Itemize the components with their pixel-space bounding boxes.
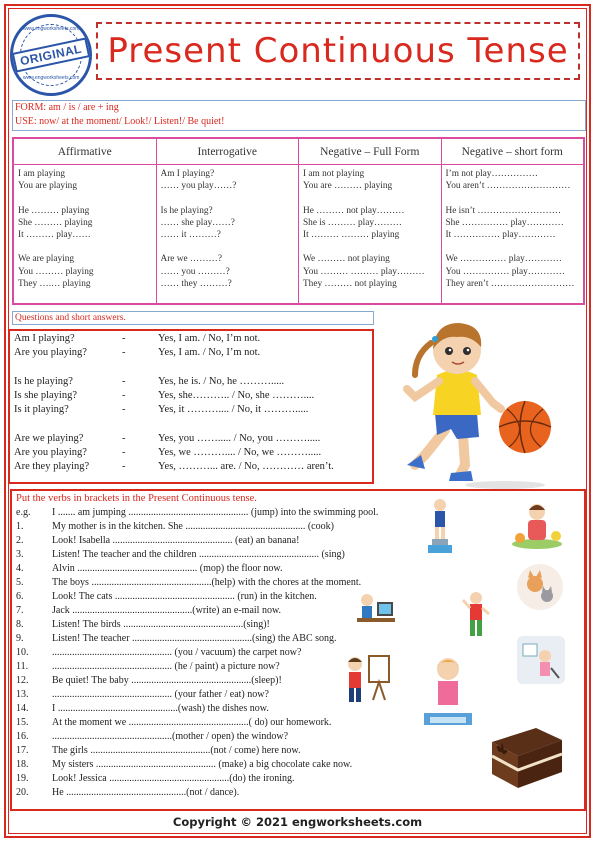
question-text: Is he playing?	[14, 376, 73, 387]
conj-line: It …………… play…………	[445, 229, 556, 240]
question-answer: Yes, he is. / No, he ……….....	[158, 376, 285, 387]
question-dash: -	[122, 461, 126, 472]
boy-painting-illustration	[343, 652, 391, 706]
question-text: Are you playing?	[14, 447, 87, 458]
exercise-sentence: The girls ................................................(not / come) here now.	[52, 745, 301, 756]
exercise-sentence: At the moment we ................................................( do) our homework.	[52, 717, 332, 728]
conj-line: …… you ………?	[160, 266, 230, 277]
cats-running-illustration	[515, 562, 565, 612]
conj-line: You aren’t ………………………	[445, 181, 571, 192]
exercise-number: 17.	[16, 745, 29, 756]
exercise-number: 14.	[16, 703, 29, 714]
exercise-number: e.g.	[16, 507, 31, 518]
conj-line	[446, 241, 580, 253]
question-answer: Yes, you ……..... / No, you ……….....	[158, 433, 321, 444]
exercise-sentence: My mother is in the kitchen. She ................................................ (cook)	[52, 521, 334, 532]
conj-line: They ….… playing	[18, 278, 91, 289]
exercise-sentence: The boys ................................................(help) with the chores at the moment.	[52, 577, 362, 588]
conj-line: I am not playing	[303, 169, 365, 179]
questions-heading: Questions and short answers.	[15, 313, 126, 323]
question-text: Is it playing?	[14, 404, 69, 415]
cooking-mother-illustration	[510, 500, 565, 550]
question-text: Is she playing?	[14, 390, 77, 401]
exercise-number: 9.	[16, 633, 24, 644]
use-line: USE: now/ at the moment/ Look!/ Listen!/ Be quiet!	[15, 116, 225, 127]
conj-col-negative-short	[442, 139, 584, 303]
exercise-sentence: Look! Jessica ................................................(do) the ironing.	[52, 773, 295, 784]
conj-body	[14, 165, 156, 293]
conj-line: He ……… not play………	[303, 205, 405, 216]
question-dash: -	[122, 390, 126, 401]
exercise-sentence: Listen! The birds ................................................(sing)!	[52, 619, 270, 630]
exercise-number: 16.	[16, 731, 29, 742]
conj-line: You ……… ……… play………	[303, 266, 425, 277]
copyright-footer: Copyright © 2021 engworksheets.com	[172, 815, 423, 829]
conj-line: …… they ………?	[160, 278, 232, 289]
exercise-sentence: ................................................ (your father / eat) now?	[52, 689, 269, 700]
conj-line	[161, 241, 295, 253]
conj-line: They aren’t ………………………	[445, 278, 575, 289]
title-box	[96, 22, 580, 80]
question-answer: Yes, we ……….... / No, we ……….....	[158, 447, 322, 458]
question-dash: -	[122, 404, 126, 415]
conj-line	[18, 192, 152, 204]
original-stamp-logo	[10, 14, 92, 96]
question-text: Am I playing?	[14, 333, 75, 344]
conj-line	[303, 192, 437, 204]
exercise-number: 12.	[16, 675, 29, 686]
exercise-heading: Put the verbs in brackets in the Present Continuous tense.	[16, 493, 257, 504]
exercise-number: 6.	[16, 591, 24, 602]
exercise-sentence: Listen! The teacher ................................................(sing) the ABC song.	[52, 633, 337, 644]
chocolate-cake-illustration	[486, 722, 566, 792]
conj-line	[303, 241, 437, 253]
question-answer: Yes, I am. / No, I’m not.	[158, 347, 261, 358]
exercise-number: 7.	[16, 605, 24, 616]
conj-line	[446, 192, 580, 204]
conj-col-interrogative	[157, 139, 300, 303]
form-use-box	[12, 100, 586, 131]
exercise-sentence: I ................................................(wash) the dishes now.	[52, 703, 269, 714]
exercise-sentence: I ....... am jumping ................................................ (jump) into the swimming pool.	[52, 507, 379, 518]
conj-header: Interrogative	[157, 139, 299, 165]
exercise-number: 20.	[16, 787, 29, 798]
conj-line: Is he playing?	[160, 205, 213, 216]
conj-header: Negative – Full Form	[299, 139, 441, 165]
exercise-sentence: Look! The cats ................................................ (run) in the kitchen.	[52, 591, 317, 602]
question-dash: -	[122, 347, 126, 358]
stamp-ring-text-bottom: www.engworksheets.com	[23, 75, 80, 81]
page-title: Present Continuous Tense	[107, 31, 569, 71]
exercise-sentence: ................................................(mother / open) the window?	[52, 731, 289, 742]
girl-basketball-illustration	[385, 305, 585, 490]
exercise-sentence: ................................................ (you / vacuum) the carpet now?	[52, 647, 302, 658]
conj-line: We ……… not playing	[303, 254, 390, 265]
exercise-sentence: He ................................................(not / dance).	[52, 787, 240, 798]
conj-line: It ……… play……	[18, 229, 91, 240]
question-dash: -	[122, 333, 126, 344]
question-text: Are we playing?	[14, 433, 84, 444]
question-answer: Yes, ………... are. / No, ………… aren’t.	[158, 461, 334, 472]
conj-line	[18, 241, 152, 253]
exercise-number: 3.	[16, 549, 24, 560]
exercise-number: 13.	[16, 689, 29, 700]
exercise-number: 2.	[16, 535, 24, 546]
boy-computer-illustration	[355, 588, 397, 628]
conj-line: It ……… ……… playing	[303, 229, 400, 240]
exercise-number: 18.	[16, 759, 29, 770]
conj-body	[442, 165, 584, 293]
conj-body	[299, 165, 441, 293]
vacuum-illustration	[515, 634, 567, 686]
conj-line: She …………… play…………	[445, 217, 564, 228]
exercise-sentence: ................................................ (he / paint) a picture now?	[52, 661, 280, 672]
conj-line: Am I playing?	[160, 169, 215, 179]
boy-waving-illustration	[460, 590, 492, 640]
exercise-number: 10.	[16, 647, 29, 658]
conj-line: You ……… playing	[18, 266, 94, 277]
exercise-number: 4.	[16, 563, 24, 574]
conj-col-affirmative	[14, 139, 157, 303]
conj-line: …… it ………?	[160, 229, 221, 240]
exercise-number: 15.	[16, 717, 29, 728]
conj-line: He ……… playing	[18, 205, 90, 216]
exercise-number: 5.	[16, 577, 24, 588]
conj-line: You are playing	[18, 181, 77, 192]
girl-washing-dishes-illustration	[420, 655, 476, 737]
conj-line: Are we ………?	[160, 254, 222, 265]
exercise-sentence: Look! Isabella ................................................ (eat) an banana!	[52, 535, 300, 546]
question-answer: Yes, it ……….... / No, it ……….....	[158, 404, 309, 415]
stamp-label: ORIGINAL	[12, 37, 90, 72]
exercise-sentence: Jack ................................................(write) an e-mail now.	[52, 605, 282, 616]
conj-line: He isn’t ………………………	[445, 205, 562, 216]
conj-line: We are playing	[18, 254, 75, 265]
conj-line: …… she play……?	[160, 217, 235, 228]
exercise-sentence: Be quiet! The baby ................................................(sleep)!	[52, 675, 282, 686]
question-dash: -	[122, 376, 126, 387]
stamp-ring-text-top: www.engworksheets.com	[23, 26, 80, 32]
question-text: Are they playing?	[14, 461, 90, 472]
conj-col-negative-full	[299, 139, 442, 303]
questions-box	[8, 329, 374, 484]
conj-line: She is ……… play………	[303, 217, 402, 228]
exercise-number: 11.	[16, 661, 29, 672]
exercise-number: 1.	[16, 521, 24, 532]
conjugation-table	[12, 137, 585, 305]
conj-line: I’m not play……………	[445, 169, 538, 179]
question-dash: -	[122, 433, 126, 444]
conj-line: I am playing	[18, 169, 65, 179]
conj-line: You …………… play…………	[445, 266, 565, 277]
conj-line: She ……… playing	[18, 217, 93, 228]
conj-line: We …………… play…………	[445, 254, 562, 265]
exercise-sentence: My sisters ................................................ (make) a big chocolate cake now.	[52, 759, 353, 770]
questions-heading-box	[12, 311, 374, 325]
conj-line	[161, 192, 295, 204]
conj-line: …… you play……?	[160, 181, 237, 192]
question-answer: Yes, I am. / No, I’m not.	[158, 333, 261, 344]
question-text: Are you playing?	[14, 347, 87, 358]
conj-line: They ……… not playing	[303, 278, 397, 289]
exercise-number: 19.	[16, 773, 29, 784]
form-line: FORM: am / is / are + ing	[15, 102, 119, 113]
question-dash: -	[122, 447, 126, 458]
exercise-sentence: Alvin ................................................ (mop) the floor now.	[52, 563, 283, 574]
diver-illustration	[426, 497, 454, 555]
conj-body	[157, 165, 299, 293]
exercise-number: 8.	[16, 619, 24, 630]
question-answer: Yes, she……….. / No, she ………....	[158, 390, 315, 401]
conj-header: Affirmative	[14, 139, 156, 165]
exercise-sentence: Listen! The teacher and the children ................................................ (sing)	[52, 549, 345, 560]
conj-line: You are ……… playing	[303, 181, 393, 192]
conj-header: Negative – short form	[442, 139, 584, 165]
